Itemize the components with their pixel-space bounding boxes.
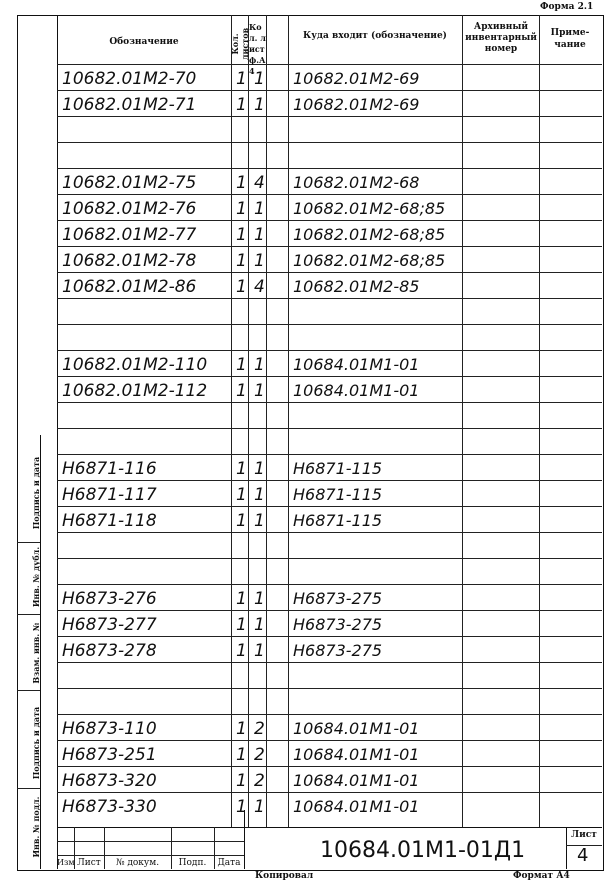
cell-designation: 10682.01М2-110 <box>62 355 208 375</box>
cell-where-used: 10682.01М2-68 <box>293 173 420 192</box>
cell-sheets: 1 <box>236 589 247 609</box>
header-where-used: Куда входит (обозначение) <box>303 31 447 41</box>
table-row <box>0 662 611 688</box>
cell-sheets-a4: 1 <box>254 511 265 531</box>
side-div-4 <box>17 788 40 789</box>
header-sheets-a4: Кол. лист ф.А4 <box>249 22 266 76</box>
cell-where-used: Н6871-115 <box>293 485 383 504</box>
table-row <box>0 766 611 792</box>
stamp-top <box>57 827 602 828</box>
cell-sheets: 1 <box>236 719 247 739</box>
cell-sheets-a4: 4 <box>254 173 265 193</box>
cell-where-used: 10684.01М1-01 <box>293 745 420 764</box>
cell-designation: 10682.01М2-78 <box>62 251 197 271</box>
stamp-date: Дата <box>217 858 241 868</box>
cell-designation: Н6873-330 <box>62 797 157 817</box>
table-row <box>0 116 611 142</box>
cell-designation: 10682.01М2-112 <box>62 381 208 401</box>
table-row <box>0 792 611 818</box>
cell-sheets: 1 <box>236 251 247 271</box>
cell-sheets-a4: 1 <box>254 641 265 661</box>
cell-sheets: 1 <box>236 199 247 219</box>
side-label-inv-dup: Инв. № дубл. <box>31 546 41 608</box>
cell-where-used: 10682.01М2-85 <box>293 277 420 296</box>
cell-sheets: 1 <box>236 459 247 479</box>
cell-where-used: 10684.01М1-01 <box>293 355 420 374</box>
cell-where-used: 10682.01М2-69 <box>293 95 420 114</box>
table-row <box>0 90 611 116</box>
stamp-doc-designation: 10684.01М1-01Д1 <box>320 838 526 863</box>
stamp-row-2 <box>57 855 244 856</box>
form-label: Форма 2.1 <box>540 2 594 12</box>
cell-sheets-a4: 2 <box>254 745 265 765</box>
cell-where-used: 10682.01М2-68;85 <box>293 251 446 270</box>
cell-sheets-a4: 1 <box>254 797 265 817</box>
table-row <box>0 610 611 636</box>
footer-format: Формат А4 <box>513 871 570 881</box>
cell-designation: Н6871-116 <box>62 459 157 479</box>
cell-sheets-a4: 1 <box>254 225 265 245</box>
cell-designation: Н6871-117 <box>62 485 157 505</box>
side-div-1 <box>17 542 40 543</box>
table-row <box>0 64 611 90</box>
cell-sheets-a4: 1 <box>254 485 265 505</box>
cell-sheets: 1 <box>236 485 247 505</box>
cell-designation: Н6873-110 <box>62 719 157 739</box>
table-row <box>0 350 611 376</box>
stamp-sheet: Лист <box>77 858 101 868</box>
table-row <box>0 220 611 246</box>
cell-sheets-a4: 1 <box>254 199 265 219</box>
cell-designation: 10682.01М2-77 <box>62 225 197 245</box>
table-row <box>0 506 611 532</box>
table-row <box>0 558 611 584</box>
cell-sheets-a4: 1 <box>254 251 265 271</box>
cell-sheets-a4: 4 <box>254 277 265 297</box>
table-row <box>0 246 611 272</box>
cell-where-used: 10682.01М2-68;85 <box>293 199 446 218</box>
cell-sheets: 1 <box>236 225 247 245</box>
side-label-sign-date-2: Подпись и дата <box>31 706 41 780</box>
cell-sheets: 1 <box>236 95 247 115</box>
table-row <box>0 688 611 714</box>
stamp-sheet-number: 4 <box>577 845 589 866</box>
cell-where-used: 10682.01М2-69 <box>293 69 420 88</box>
cell-where-used: 10684.01М1-01 <box>293 771 420 790</box>
table-row <box>0 376 611 402</box>
cell-designation: Н6873-251 <box>62 745 157 765</box>
cell-sheets-a4: 2 <box>254 771 265 791</box>
side-label-sign-date-1: Подпись и дата <box>31 456 41 530</box>
cell-sheets-a4: 1 <box>254 615 265 635</box>
table-row <box>0 142 611 168</box>
cell-sheets-a4: 2 <box>254 719 265 739</box>
cell-designation: 10682.01М2-75 <box>62 173 197 193</box>
cell-sheets-a4: 1 <box>254 355 265 375</box>
stamp-sheet-label: Лист <box>571 830 597 840</box>
table-row <box>0 714 611 740</box>
cell-sheets-a4: 1 <box>254 95 265 115</box>
cell-sheets: 1 <box>236 641 247 661</box>
cell-designation: 10682.01М2-71 <box>62 95 197 115</box>
cell-sheets-a4: 1 <box>254 459 265 479</box>
table-row <box>0 272 611 298</box>
table-row <box>0 480 611 506</box>
cell-sheets-a4: 1 <box>254 589 265 609</box>
cell-sheets: 1 <box>236 511 247 531</box>
table-row <box>0 532 611 558</box>
side-div-3 <box>17 690 40 691</box>
stamp-change: Изм <box>57 858 75 867</box>
header-note: Приме- чание <box>550 28 590 50</box>
table-row <box>0 194 611 220</box>
cell-where-used: Н6873-275 <box>293 589 383 608</box>
table-row <box>0 584 611 610</box>
table-row <box>0 454 611 480</box>
cell-designation: Н6873-278 <box>62 641 157 661</box>
side-div-2 <box>17 614 40 615</box>
table-row <box>0 740 611 766</box>
stamp-row-1 <box>57 841 244 842</box>
table-row <box>0 402 611 428</box>
cell-sheets: 1 <box>236 69 247 89</box>
cell-designation: 10682.01М2-86 <box>62 277 197 297</box>
cell-where-used: Н6871-115 <box>293 459 383 478</box>
cell-sheets: 1 <box>236 797 247 817</box>
cell-sheets: 1 <box>236 615 247 635</box>
cell-sheets: 1 <box>236 173 247 193</box>
cell-designation: Н6873-276 <box>62 589 157 609</box>
side-label-inv-replace: Взам. инв. № <box>31 622 41 684</box>
header-sheets: Кол. листов <box>230 27 250 61</box>
cell-designation: 10682.01М2-70 <box>62 69 197 89</box>
cell-sheets-a4: 1 <box>254 69 265 89</box>
footer-copied: Копировал <box>255 871 314 881</box>
cell-designation: Н6873-320 <box>62 771 157 791</box>
cell-where-used: Н6871-115 <box>293 511 383 530</box>
table-row <box>0 298 611 324</box>
cell-designation: Н6871-118 <box>62 511 157 531</box>
cell-where-used: 10684.01М1-01 <box>293 381 420 400</box>
cell-designation: 10682.01М2-76 <box>62 199 197 219</box>
header-designation: Обозначение <box>109 37 179 47</box>
cell-sheets: 1 <box>236 381 247 401</box>
table-row <box>0 636 611 662</box>
cell-where-used: 10684.01М1-01 <box>293 797 420 816</box>
cell-where-used: 10684.01М1-01 <box>293 719 420 738</box>
cell-designation: Н6873-277 <box>62 615 157 635</box>
cell-sheets: 1 <box>236 771 247 791</box>
stamp-sign: Подп. <box>178 858 207 868</box>
cell-where-used: 10682.01М2-68;85 <box>293 225 446 244</box>
cell-sheets-a4: 1 <box>254 381 265 401</box>
header-archive: Архивный инвентарный номер <box>465 22 537 54</box>
stamp-doc-no: № докум. <box>115 858 160 868</box>
cell-sheets: 1 <box>236 355 247 375</box>
cell-where-used: Н6873-275 <box>293 641 383 660</box>
cell-sheets: 1 <box>236 745 247 765</box>
table-row <box>0 324 611 350</box>
table-row <box>0 428 611 454</box>
stamp-col-5 <box>244 810 245 869</box>
cell-where-used: Н6873-275 <box>293 615 383 634</box>
cell-sheets: 1 <box>236 277 247 297</box>
table-row <box>0 168 611 194</box>
side-label-inv-orig: Инв. № подл. <box>31 796 41 858</box>
